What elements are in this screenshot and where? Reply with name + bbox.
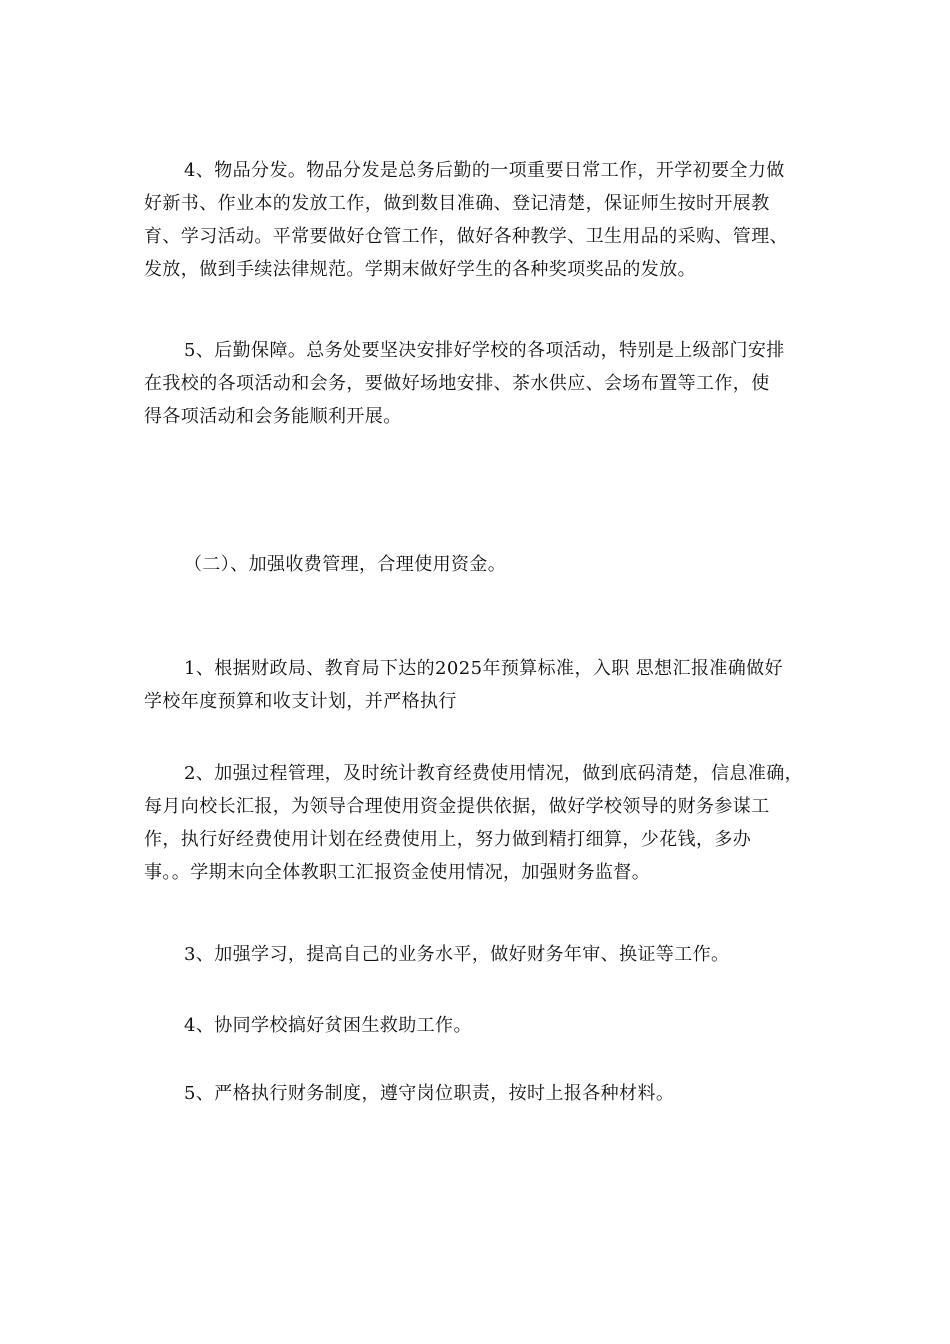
text-line: 事。。学期末向全体教职工汇报资金使用情况，加强财务监督。 xyxy=(144,862,651,883)
text-line: 每月向校长汇报，为领导合理使用资金提供依据，做好学校领导的财务参谋工 xyxy=(144,796,770,817)
paragraph-budget xyxy=(144,652,834,718)
paragraph-finance-rules xyxy=(144,1077,834,1110)
paragraph-process-management xyxy=(144,757,834,889)
text-line: 2、加强过程管理，及时统计教育经费使用情况，做到底码清楚，信息准确， xyxy=(184,763,804,784)
text-line: 4、协同学校搞好贫困生救助工作。 xyxy=(184,1015,472,1036)
paragraph-study xyxy=(144,938,834,971)
text-line: 在我校的各项活动和会务，要做好场地安排、茶水供应、会场布置等工作，使 xyxy=(144,373,770,394)
paragraph-aid xyxy=(144,1009,834,1042)
text-line: 作，执行好经费使用计划在经费使用上，努力做到精打细算，少花钱，多办 xyxy=(144,829,752,850)
text-line: 3、加强学习，提高自己的业务水平，做好财务年审、换证等工作。 xyxy=(184,944,730,965)
text-line: 4、物品分发。物品分发是总务后勤的一项重要日常工作，开学初要全力做 xyxy=(184,160,785,181)
paragraph-item-distribution xyxy=(144,154,834,286)
text-line: 发放，做到手续法律规范。学期末做好学生的各种奖项奖品的发放。 xyxy=(144,259,696,280)
section-heading: （二）、加强收费管理，合理使用资金。 xyxy=(184,554,507,575)
text-line: 5、严格执行财务制度，遵守岗位职责，按时上报各种材料。 xyxy=(184,1083,675,1104)
text-line: 1、根据财政局、教育局下达的2025年预算标准，入职 思想汇报准确做好 xyxy=(184,658,783,679)
text-line: 得各项活动和会务能顺利开展。 xyxy=(144,406,402,427)
text-line: 育、学习活动。平常要做好仓管工作，做好各种教学、卫生用品的采购、管理、 xyxy=(144,226,788,247)
text-line: 5、后勤保障。总务处要坚决安排好学校的各项活动，特别是上级部门安排 xyxy=(184,340,785,361)
text-line: 学校年度预算和收支计划，并严格执行 xyxy=(144,691,457,712)
paragraph-logistics-support xyxy=(144,334,834,433)
text-line: 好新书、作业本的发放工作，做到数目准确、登记清楚，保证师生按时开展教 xyxy=(144,193,770,214)
